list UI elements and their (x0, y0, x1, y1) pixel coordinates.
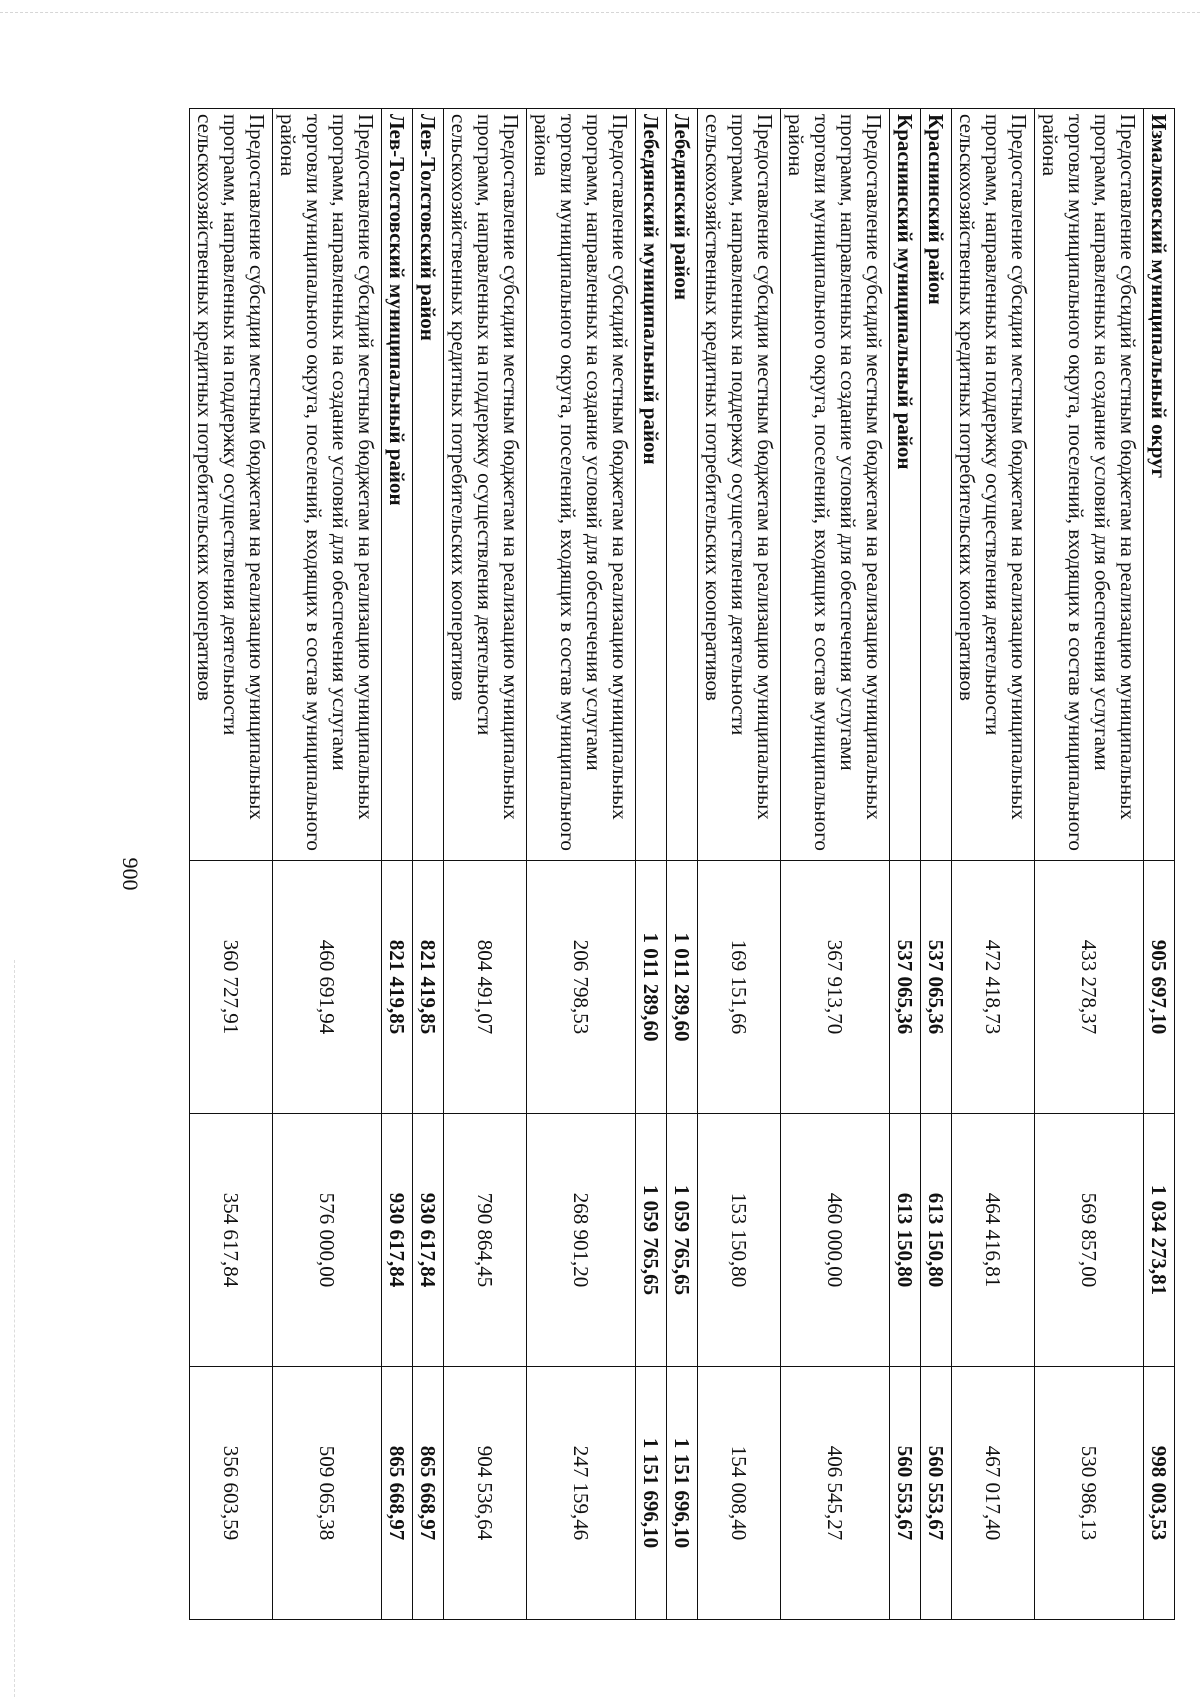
row-value-2-cell: 153 150,80 (698, 1114, 781, 1367)
row-value-2-cell: 790 864,45 (444, 1114, 527, 1367)
row-name-cell: Предоставление субсидий местным бюджетам на реализацию муниципальных программ, направленных на создание условий для обеспечения услугами торговли муниципального округа, поселений, входящих в состав муниципального района (527, 109, 636, 861)
row-name-cell: Предоставление субсидий местным бюджетам на реализацию муниципальных программ, направленных на создание условий для обеспечения услугами торговли муниципального округа, поселений, входящих в состав муниципального района (781, 109, 890, 861)
row-value-2-cell: 613 150,80 (890, 1114, 921, 1367)
table-row-district (890, 109, 921, 1620)
row-value-1-cell: 472 418,73 (952, 861, 1035, 1114)
row-name-cell: Предоставление субсидий местным бюджетам на реализацию муниципальных программ, направленных на создание условий для обеспечения услугами торговли муниципального округа, поселений, входящих в состав муниципального района (1035, 109, 1144, 861)
row-value-2-cell: 354 617,84 (190, 1114, 273, 1367)
table-body (190, 109, 1175, 1620)
row-name-cell: Предоставление субсидий местным бюджетам на реализацию муниципальных программ, направленных на создание условий для обеспечения услугами торговли муниципального округа, поселений, входящих в состав муниципального района (273, 109, 382, 861)
row-value-1-cell: 460 691,94 (273, 861, 382, 1114)
row-name-cell: Предоставление субсидии местным бюджетам на реализацию муниципальных программ, направленных на поддержку осуществления деятельности сельскохозяйственных кредитных потребительских кооперативов (190, 109, 273, 861)
table-row-item (527, 109, 636, 1620)
row-value-3-cell: 356 603,59 (190, 1367, 273, 1620)
table-row-item (444, 109, 527, 1620)
row-value-2-cell: 576 000,00 (273, 1114, 382, 1367)
table-row-item (952, 109, 1035, 1620)
table-row-item (1035, 109, 1144, 1620)
table-row-item (190, 109, 273, 1620)
row-value-3-cell: 530 986,13 (1035, 1367, 1144, 1620)
row-value-3-cell: 406 545,27 (781, 1367, 890, 1620)
subsidy-table (189, 108, 1175, 1620)
table-row-item (781, 109, 890, 1620)
row-name-cell: Измалковский муниципальный округ (1144, 109, 1175, 861)
row-name-cell: Краснинский район (921, 109, 952, 861)
row-value-2-cell: 613 150,80 (921, 1114, 952, 1367)
row-value-2-cell: 1 034 273,81 (1144, 1114, 1175, 1367)
row-value-1-cell: 1 011 289,60 (667, 861, 698, 1114)
row-value-2-cell: 930 617,84 (382, 1114, 413, 1367)
row-value-1-cell: 804 491,07 (444, 861, 527, 1114)
row-value-1-cell: 206 798,53 (527, 861, 636, 1114)
table-row-district (636, 109, 667, 1620)
row-name-cell: Лебедянский муниципальный район (636, 109, 667, 861)
row-value-1-cell: 169 151,66 (698, 861, 781, 1114)
table-row-district (382, 109, 413, 1620)
row-value-3-cell: 247 159,46 (527, 1367, 636, 1620)
row-value-2-cell: 268 901,20 (527, 1114, 636, 1367)
table-row-district (413, 109, 444, 1620)
row-name-cell: Лебедянский район (667, 109, 698, 861)
row-value-1-cell: 821 419,85 (413, 861, 444, 1114)
row-value-3-cell: 865 668,97 (413, 1367, 444, 1620)
row-value-1-cell: 360 727,91 (190, 861, 273, 1114)
row-name-cell: Лев-Толстовский муниципальный район (382, 109, 413, 861)
row-value-3-cell: 154 008,40 (698, 1367, 781, 1620)
row-value-2-cell: 460 000,00 (781, 1114, 890, 1367)
row-value-1-cell: 1 011 289,60 (636, 861, 667, 1114)
row-name-cell: Лев-Толстовский район (413, 109, 444, 861)
table-row-district (1144, 109, 1175, 1620)
page-number: 900 (118, 857, 143, 891)
row-name-cell: Предоставление субсидии местным бюджетам на реализацию муниципальных программ, направленных на поддержку осуществления деятельности сельскохозяйственных кредитных потребительских кооперативов (952, 109, 1035, 861)
table-row-item (273, 109, 382, 1620)
scan-edge-top (0, 12, 1200, 13)
row-value-3-cell: 904 536,64 (444, 1367, 527, 1620)
rotated-table-container (189, 108, 1175, 1618)
table-row-item (698, 109, 781, 1620)
row-value-3-cell: 1 151 696,10 (636, 1367, 667, 1620)
row-value-1-cell: 537 065,36 (890, 861, 921, 1114)
row-value-2-cell: 569 857,00 (1035, 1114, 1144, 1367)
row-value-3-cell: 560 553,67 (890, 1367, 921, 1620)
row-name-cell: Краснинский муниципальный район (890, 109, 921, 861)
table-row-district (921, 109, 952, 1620)
row-name-cell: Предоставление субсидии местным бюджетам на реализацию муниципальных программ, направленных на поддержку осуществления деятельности сельскохозяйственных кредитных потребительских кооперативов (698, 109, 781, 861)
row-value-1-cell: 821 419,85 (382, 861, 413, 1114)
table-row-district (667, 109, 698, 1620)
row-value-1-cell: 433 278,37 (1035, 861, 1144, 1114)
row-value-3-cell: 1 151 696,10 (667, 1367, 698, 1620)
row-value-1-cell: 367 913,70 (781, 861, 890, 1114)
row-value-2-cell: 464 416,81 (952, 1114, 1035, 1367)
row-value-1-cell: 537 065,36 (921, 861, 952, 1114)
row-name-cell: Предоставление субсидии местным бюджетам на реализацию муниципальных программ, направленных на поддержку осуществления деятельности сельскохозяйственных кредитных потребительских кооперативов (444, 109, 527, 861)
row-value-3-cell: 467 017,40 (952, 1367, 1035, 1620)
row-value-3-cell: 865 668,97 (382, 1367, 413, 1620)
row-value-3-cell: 560 553,67 (921, 1367, 952, 1620)
row-value-2-cell: 1 059 765,65 (636, 1114, 667, 1367)
row-value-2-cell: 930 617,84 (413, 1114, 444, 1367)
row-value-3-cell: 509 065,38 (273, 1367, 382, 1620)
row-value-1-cell: 905 697,10 (1144, 861, 1175, 1114)
row-value-2-cell: 1 059 765,65 (667, 1114, 698, 1367)
scan-edge-left (14, 960, 15, 1697)
row-value-3-cell: 998 003,53 (1144, 1367, 1175, 1620)
